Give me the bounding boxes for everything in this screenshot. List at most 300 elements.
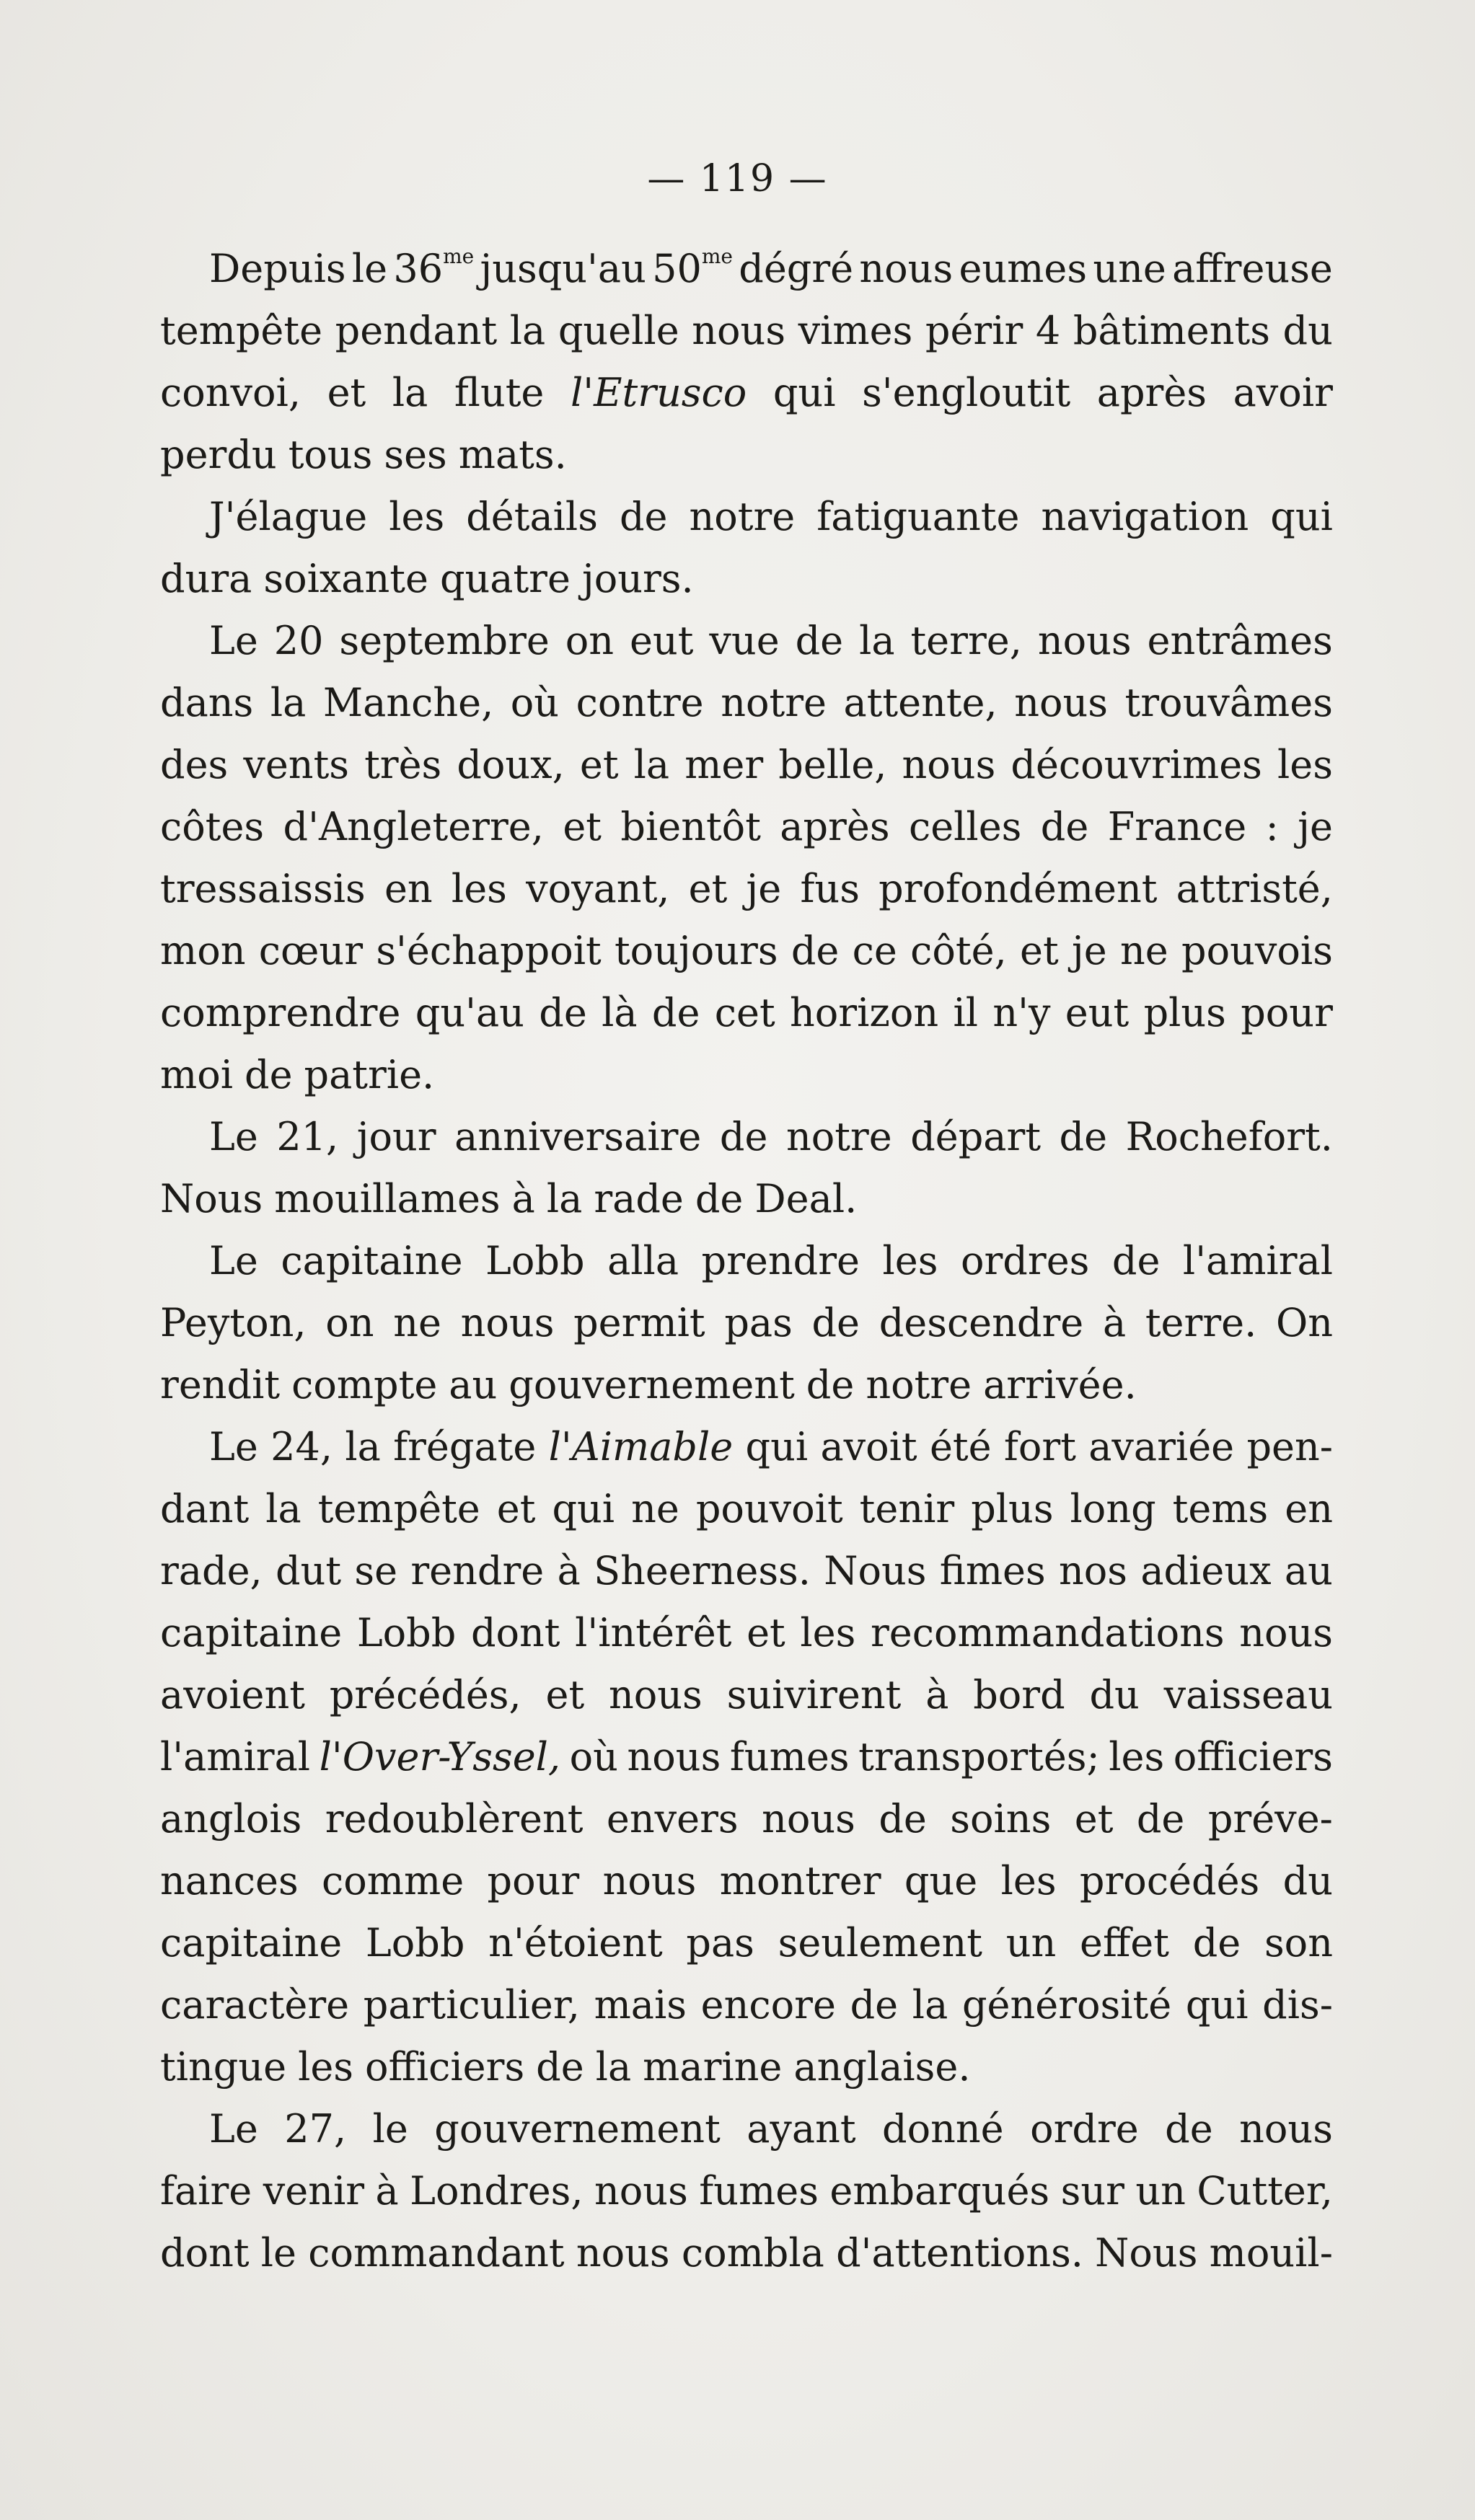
word xyxy=(652,982,700,1044)
word xyxy=(325,1292,374,1354)
word xyxy=(702,1230,860,1292)
word-text: Nous xyxy=(1095,2230,1198,2276)
word-text: long xyxy=(1070,1486,1156,1531)
word-text: combla xyxy=(681,2230,824,2276)
word xyxy=(327,362,366,424)
text-line xyxy=(160,1292,1333,1354)
word-text: ses xyxy=(384,432,447,477)
word-text: doux, xyxy=(457,742,565,787)
word xyxy=(816,486,1019,548)
word-text: frégate xyxy=(393,1424,537,1469)
word-text: fimes xyxy=(939,1548,1046,1593)
word-text: la xyxy=(345,1424,381,1469)
word xyxy=(576,2222,670,2284)
word xyxy=(357,1602,457,1664)
word-text: de xyxy=(1165,2106,1213,2152)
word xyxy=(160,1354,280,1416)
word-text: nos xyxy=(1059,1548,1128,1593)
word xyxy=(615,920,778,982)
word xyxy=(925,1664,948,1726)
word xyxy=(354,1540,397,1602)
word-text: nous xyxy=(627,1734,721,1780)
word-text: nous xyxy=(576,2230,670,2276)
word xyxy=(335,300,498,362)
word xyxy=(940,1540,1046,1602)
word-text: flute xyxy=(454,370,545,415)
word-text: les xyxy=(1109,1734,1165,1780)
word-text: procédés xyxy=(1079,1858,1260,1904)
word-text: de xyxy=(1111,1238,1161,1283)
word xyxy=(959,238,1087,300)
word xyxy=(850,1974,899,2036)
word xyxy=(602,982,637,1044)
word xyxy=(690,486,796,548)
word xyxy=(912,1974,948,2036)
word-text: 50 xyxy=(652,246,702,291)
word xyxy=(459,424,567,486)
word xyxy=(582,548,694,610)
word xyxy=(1197,2160,1333,2222)
word-text: départ xyxy=(910,1114,1042,1159)
word-text: au xyxy=(449,1362,498,1407)
word-text: au xyxy=(1284,1548,1333,1593)
word-text: Depuis xyxy=(209,246,346,291)
word xyxy=(594,1168,684,1230)
word xyxy=(910,1106,1041,1168)
text-line xyxy=(160,300,1333,362)
word xyxy=(910,610,1021,672)
word xyxy=(1001,1850,1057,1912)
word xyxy=(800,858,859,920)
word-text: qui xyxy=(1185,1982,1249,2028)
word-text: nous xyxy=(460,1300,555,1345)
word-text: officiers xyxy=(1173,1734,1333,1780)
superscript: me xyxy=(701,244,733,268)
word-text: qui xyxy=(745,1424,809,1469)
word xyxy=(603,1850,697,1912)
word xyxy=(925,300,1023,362)
word-text: je xyxy=(746,866,782,911)
text-line xyxy=(160,1602,1333,1664)
word-text: les xyxy=(1277,742,1333,787)
word-text: eut xyxy=(1065,990,1130,1035)
word-text: mais xyxy=(594,1982,687,2028)
word xyxy=(160,1974,349,2036)
text-line xyxy=(160,1044,1333,1106)
word-text: de xyxy=(619,494,668,539)
word xyxy=(512,1168,535,1230)
word-text: et xyxy=(496,1486,536,1531)
word-text: avoit xyxy=(820,1424,917,1469)
word-text: bord xyxy=(973,1672,1065,1717)
word-text: rendre xyxy=(410,1548,545,1593)
word xyxy=(323,672,493,734)
text-line xyxy=(160,1230,1333,1292)
word xyxy=(773,362,836,424)
word xyxy=(1059,1540,1127,1602)
word xyxy=(1020,920,1059,982)
word xyxy=(682,2222,824,2284)
word-text: prendre xyxy=(701,1238,860,1283)
word xyxy=(539,982,587,1044)
italic-word xyxy=(549,1416,734,1478)
word xyxy=(836,2222,1083,2284)
word xyxy=(276,1540,341,1602)
word xyxy=(160,362,301,424)
word xyxy=(488,1850,580,1912)
word xyxy=(1093,238,1166,300)
word-text: s'engloutit xyxy=(862,370,1071,415)
word xyxy=(1112,1230,1161,1292)
word xyxy=(800,1602,855,1664)
text-line xyxy=(160,1788,1333,1850)
word-text: de xyxy=(536,2044,584,2090)
word-text: dégré xyxy=(739,246,854,291)
text-line xyxy=(160,1912,1333,1974)
word xyxy=(791,920,840,982)
word-text: notre xyxy=(689,494,796,539)
word xyxy=(1126,1106,1333,1168)
word xyxy=(1095,2222,1197,2284)
word xyxy=(365,2036,524,2098)
word xyxy=(1060,1106,1108,1168)
word-text: nous xyxy=(1037,618,1132,663)
word-text: eumes xyxy=(959,246,1088,291)
word xyxy=(526,858,669,920)
word-text: et xyxy=(327,370,366,415)
word-text: de xyxy=(795,618,844,663)
word xyxy=(724,1292,792,1354)
word-text: Le xyxy=(209,618,258,663)
word-text: patrie. xyxy=(304,1052,435,1097)
word xyxy=(298,2036,353,2098)
word xyxy=(160,1726,310,1788)
word-text: caractère xyxy=(160,1982,350,2028)
word xyxy=(357,1106,436,1168)
word xyxy=(575,1602,731,1664)
word-text: les xyxy=(800,1610,856,1655)
word-text: mouillames xyxy=(274,1176,501,1221)
word-text: que xyxy=(904,1858,978,1904)
word-text: l'amiral xyxy=(160,1734,311,1780)
word xyxy=(1285,1540,1333,1602)
word-text: nous xyxy=(602,1858,697,1904)
word xyxy=(461,1292,555,1354)
text-line xyxy=(160,424,1333,486)
word xyxy=(160,1664,305,1726)
word-text: et xyxy=(1074,1796,1114,1842)
text-line xyxy=(160,1478,1333,1540)
word xyxy=(160,1602,342,1664)
word xyxy=(565,610,614,672)
word-text: l'amiral xyxy=(1182,1238,1333,1283)
word-text: pouvoit xyxy=(695,1486,843,1531)
word-text: qui xyxy=(1270,494,1333,539)
word xyxy=(643,2036,782,2098)
word xyxy=(263,2160,364,2222)
word-text: fort xyxy=(1003,1424,1076,1469)
word-text: quelle xyxy=(558,308,679,353)
text-line xyxy=(160,610,1333,672)
word-text: tempête xyxy=(160,308,323,353)
word xyxy=(910,920,1007,982)
text-line xyxy=(160,734,1333,796)
word xyxy=(786,1106,892,1168)
word xyxy=(883,1230,938,1292)
word xyxy=(754,1168,857,1230)
text-line xyxy=(160,1106,1333,1168)
word-text: à xyxy=(511,1176,535,1221)
word-text: notre xyxy=(721,680,827,725)
word xyxy=(434,2098,721,2160)
word xyxy=(471,1602,560,1664)
word xyxy=(1183,1230,1333,1292)
text-line xyxy=(160,982,1333,1044)
word-text: de xyxy=(245,1052,293,1097)
word xyxy=(699,2160,819,2222)
word-text: commandant xyxy=(308,2230,565,2276)
word-text: Lobb xyxy=(365,1920,465,1966)
word xyxy=(1181,920,1333,982)
italic-word xyxy=(320,1726,560,1788)
word-text: avariée xyxy=(1088,1424,1235,1469)
word-text: venir xyxy=(263,2168,365,2214)
word-text: vimes xyxy=(798,308,913,353)
word-text: ordres xyxy=(960,1238,1090,1283)
word xyxy=(858,1726,1100,1788)
word xyxy=(325,1788,584,1850)
word xyxy=(620,486,668,548)
word xyxy=(596,2036,631,2098)
word xyxy=(594,2160,688,2222)
word xyxy=(558,300,679,362)
word xyxy=(345,1416,380,1478)
word xyxy=(547,1168,582,1230)
word xyxy=(573,1292,705,1354)
word xyxy=(364,734,441,796)
word-text: 36 xyxy=(393,246,444,291)
word xyxy=(384,424,446,486)
word xyxy=(270,672,306,734)
word xyxy=(376,920,601,982)
word-text: qui xyxy=(552,1486,615,1531)
word-text: dant xyxy=(160,1486,250,1531)
word-text: Le xyxy=(209,1238,258,1283)
word-text: faire xyxy=(160,2168,252,2214)
word xyxy=(263,548,428,610)
word xyxy=(1080,1912,1169,1974)
word xyxy=(953,982,978,1044)
word-text: nous xyxy=(594,2168,688,2214)
text-line xyxy=(160,796,1333,858)
word xyxy=(747,858,782,920)
word xyxy=(485,1230,585,1292)
word-text: là xyxy=(602,990,638,1035)
word xyxy=(580,734,619,796)
word xyxy=(739,238,853,300)
word xyxy=(1088,1416,1234,1478)
word xyxy=(1173,1478,1269,1540)
word xyxy=(950,1788,1051,1850)
word xyxy=(304,1044,435,1106)
word-text: redoublèrent xyxy=(325,1796,584,1842)
word xyxy=(209,1416,258,1478)
word xyxy=(709,610,779,672)
word-text: les xyxy=(298,2044,354,2090)
word-text: son xyxy=(1264,1920,1333,1966)
word-text: précédés, xyxy=(329,1672,521,1717)
word-text: mer xyxy=(684,742,764,787)
word-text: recommandations xyxy=(870,1610,1225,1655)
word-text: qu'au xyxy=(415,990,524,1035)
word-text: capitaine xyxy=(160,1920,343,1966)
word-text: Sheerness. xyxy=(594,1548,811,1593)
text-line xyxy=(160,1726,1333,1788)
word-text: perdu xyxy=(160,432,277,477)
word-text: l'Over-Yssel, xyxy=(319,1734,561,1780)
word xyxy=(160,858,366,920)
word xyxy=(1125,672,1333,734)
word-text: Le xyxy=(209,1114,258,1159)
word xyxy=(454,362,544,424)
word-text: le xyxy=(260,2230,297,2276)
word xyxy=(806,1354,855,1416)
word xyxy=(393,1416,536,1478)
text-line xyxy=(160,1664,1333,1726)
word xyxy=(971,1478,1053,1540)
word-text: Peyton, xyxy=(160,1300,307,1345)
word-text: les xyxy=(389,494,445,539)
word-text: l'Aimable xyxy=(548,1424,734,1469)
word-text: Lobb xyxy=(356,1610,457,1655)
word xyxy=(410,2160,583,2222)
word xyxy=(209,1106,258,1168)
word xyxy=(871,1602,1225,1664)
word xyxy=(1120,920,1168,982)
word xyxy=(1145,1292,1256,1354)
word xyxy=(862,362,1070,424)
word-text: capitaine xyxy=(281,1238,463,1283)
word-text: vaisseau xyxy=(1163,1672,1333,1717)
text-line xyxy=(160,2098,1333,2160)
word-text: de xyxy=(1136,1796,1185,1842)
word xyxy=(762,1788,855,1850)
word xyxy=(628,1726,721,1788)
word xyxy=(440,548,571,610)
word-text: tous xyxy=(288,432,373,477)
word-text: 27, xyxy=(284,2106,347,2152)
text-line xyxy=(160,2222,1333,2284)
word-text: convoi, xyxy=(160,370,301,415)
word xyxy=(1233,362,1333,424)
word-text: nous xyxy=(1014,680,1108,725)
word-text: rade xyxy=(594,1176,684,1221)
word-text: terre. xyxy=(1145,1300,1257,1345)
word xyxy=(454,1106,701,1168)
word xyxy=(860,1478,955,1540)
word xyxy=(1246,1416,1333,1478)
word-text: compte xyxy=(291,1362,438,1407)
word xyxy=(570,1726,618,1788)
word xyxy=(449,1354,497,1416)
word-text: nances xyxy=(160,1858,299,1904)
word-text: Le xyxy=(209,2106,258,2152)
word xyxy=(696,1478,843,1540)
word-text: jour xyxy=(356,1114,436,1159)
body-text xyxy=(160,238,1333,2284)
word xyxy=(1283,1850,1333,1912)
word xyxy=(1004,1416,1076,1478)
word-text: pen- xyxy=(1246,1424,1333,1469)
word xyxy=(563,796,602,858)
word xyxy=(962,1974,1171,2036)
word xyxy=(1041,486,1249,548)
word xyxy=(909,796,1021,858)
word-text: fatiguante xyxy=(816,494,1020,539)
word xyxy=(259,920,363,982)
word-text: en xyxy=(1285,1486,1333,1531)
word xyxy=(510,300,545,362)
word-text: dut xyxy=(276,1548,342,1593)
word-text: du xyxy=(1089,1672,1140,1717)
word xyxy=(747,1602,785,1664)
word xyxy=(1070,1478,1156,1540)
word xyxy=(160,1478,249,1540)
word xyxy=(684,734,763,796)
word xyxy=(289,424,373,486)
word xyxy=(160,548,252,610)
text-line xyxy=(160,858,1333,920)
word xyxy=(879,858,1157,920)
word-text: permit xyxy=(573,1300,705,1345)
word-text: de xyxy=(651,990,700,1035)
word-text: plus xyxy=(1143,990,1226,1035)
word-text: la xyxy=(392,370,428,415)
word-text: soins xyxy=(950,1796,1052,1842)
word-text: et xyxy=(563,804,602,849)
word xyxy=(1065,982,1129,1044)
word xyxy=(701,1974,836,2036)
word xyxy=(820,1416,917,1478)
word-text: du xyxy=(1282,308,1333,353)
word xyxy=(209,2098,258,2160)
word-text: dis- xyxy=(1262,1982,1333,2028)
word-text: anglois xyxy=(160,1796,302,1842)
word xyxy=(631,1478,679,1540)
word-text: nous xyxy=(1239,1610,1333,1655)
word xyxy=(160,920,246,982)
word-text: été xyxy=(929,1424,992,1469)
word xyxy=(630,610,693,672)
word xyxy=(393,238,474,300)
word xyxy=(160,1912,342,1974)
word xyxy=(829,2160,1049,2222)
word xyxy=(558,1540,581,1602)
word-text: effet xyxy=(1079,1920,1169,1966)
word-text: fus xyxy=(800,866,860,911)
word xyxy=(352,238,387,300)
word xyxy=(1006,1912,1057,1974)
word-text: ce xyxy=(852,928,897,973)
word-text: avoir xyxy=(1233,370,1333,415)
word-text: l'intérêt xyxy=(575,1610,732,1655)
word-text: Rochefort. xyxy=(1125,1114,1333,1159)
word-text: anniversaire xyxy=(454,1114,702,1159)
word-text: préve- xyxy=(1207,1796,1333,1842)
word xyxy=(1174,1726,1333,1788)
word xyxy=(1041,796,1089,858)
word xyxy=(859,238,953,300)
